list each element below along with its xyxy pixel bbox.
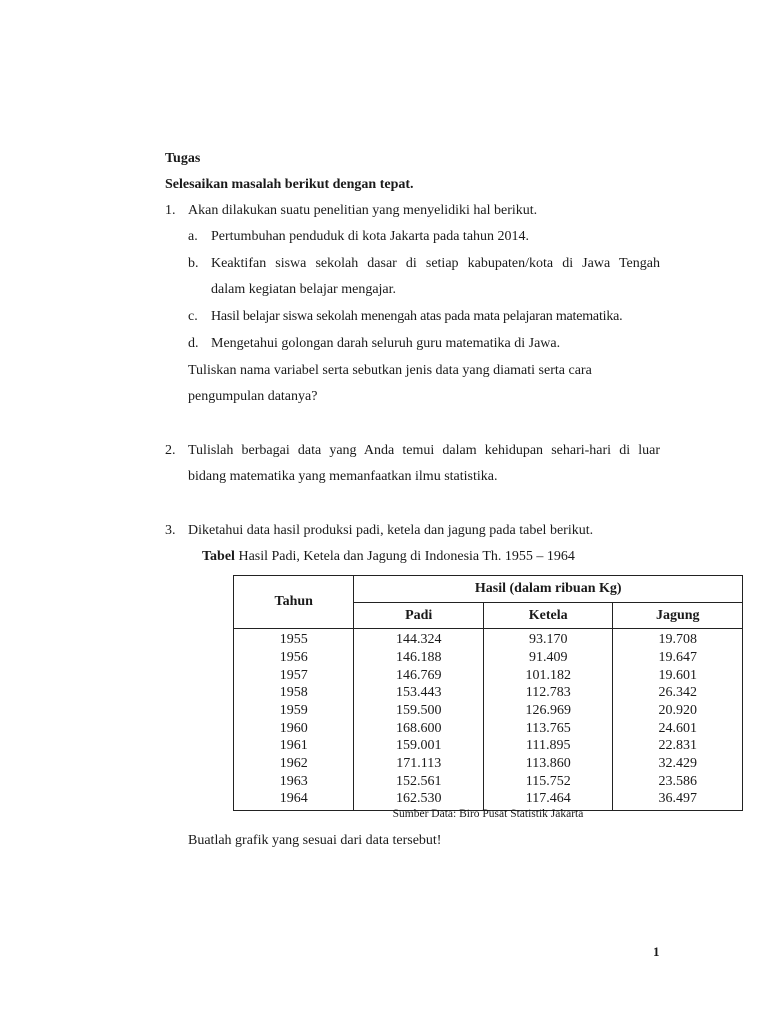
q1-item-a-label: a.: [188, 229, 198, 244]
cell-padi: 159.001: [395, 738, 442, 754]
cell-jagung: 19.647: [658, 649, 697, 665]
cell-tahun: 1964: [279, 791, 308, 807]
cell-jagung: 22.831: [658, 738, 697, 754]
cell-ketela: 93.170: [528, 632, 568, 648]
cell-ketela: 91.409: [528, 649, 568, 665]
cell-padi: 153.443: [395, 685, 442, 701]
q1-item-b-text-line2: dalam kegiatan belajar mengajar.: [211, 282, 397, 297]
cell-tahun: 1962: [279, 756, 308, 771]
heading: Tugas: [165, 151, 201, 166]
cell-ketela: 117.464: [525, 791, 571, 807]
table-body: [234, 629, 743, 811]
cell-tahun: 1957: [279, 667, 308, 683]
cell-padi: 152.561: [395, 773, 442, 789]
cell-ketela: 111.895: [525, 738, 571, 754]
q1-closing-line1: Tuliskan nama variabel serta sebutkan jenis data yang diamati serta cara: [188, 363, 592, 378]
q1-number: 1.: [165, 203, 176, 218]
q1-item-a-text: Pertumbuhan penduduk di kota Jakarta pada tahun 2014.: [211, 229, 530, 244]
column-tahun: [234, 629, 354, 811]
cell-ketela: 126.969: [525, 702, 571, 718]
cell-ketela: 113.860: [525, 756, 571, 771]
cell-padi: 159.500: [395, 702, 442, 718]
cell-padi: 144.324: [395, 632, 442, 648]
table-caption-text: Hasil Padi, Ketela dan Jagung di Indonesia Th. 1955 – 1964: [238, 549, 575, 564]
q3-closing: Buatlah grafik yang sesuai dari data tersebut!: [188, 833, 442, 848]
cell-padi: 146.188: [395, 649, 442, 665]
cell-padi: 171.113: [396, 756, 442, 771]
q1-text: Akan dilakukan suatu penelitian yang menyelidiki hal berikut.: [188, 203, 538, 218]
column-jagung: [613, 629, 743, 811]
q1-item-c-label: c.: [188, 309, 198, 324]
cell-tahun: 1959: [279, 702, 308, 718]
cell-tahun: 1961: [279, 738, 308, 754]
q2-line2: bidang matematika yang memanfaatkan ilmu statistika.: [188, 469, 498, 484]
page-number: 1: [653, 944, 660, 959]
cell-tahun: 1955: [279, 632, 308, 648]
cell-jagung: 19.601: [658, 667, 697, 683]
q1-item-d-label: d.: [188, 336, 199, 351]
table-source: Sumber Data: Biro Pusat Statistik Jakarta: [392, 808, 584, 820]
column-header-ketela: Ketela: [483, 602, 613, 629]
instruction: Selesaikan masalah berikut dengan tepat.: [165, 177, 414, 192]
cell-padi: 162.530: [395, 791, 442, 807]
q3-number: 3.: [165, 523, 176, 538]
cell-tahun: 1960: [279, 720, 308, 736]
q1-item-b-text-line1: Keaktifan siswa sekolah dasar di setiap kabupaten/kota di Jawa Tengah: [211, 256, 660, 271]
column-header-padi: Padi: [354, 602, 484, 629]
q1-item-c-text: Hasil belajar siswa sekolah menengah atas pada mata pelajaran matematika.: [211, 309, 623, 324]
q1-item-d-text: Mengetahui golongan darah seluruh guru matematika di Jawa.: [211, 336, 561, 351]
table-caption-label: Tabel: [202, 549, 235, 564]
production-table: [233, 575, 743, 811]
cell-jagung: 24.601: [658, 720, 697, 736]
cell-tahun: 1963: [279, 773, 308, 789]
cell-ketela: 113.765: [525, 720, 571, 736]
q2-line1: Tulislah berbagai data yang Anda temui dalam kehidupan sehari-hari di luar: [188, 443, 660, 458]
q2-number: 2.: [165, 443, 176, 458]
cell-jagung: 36.497: [658, 791, 697, 807]
cell-padi: 146.769: [395, 667, 442, 683]
column-ketela: [483, 629, 613, 811]
cell-tahun: 1958: [279, 685, 308, 701]
cell-jagung: 19.708: [658, 632, 697, 648]
column-padi: [354, 629, 484, 811]
cell-jagung: 20.920: [658, 702, 697, 718]
q1-closing-line2: pengumpulan datanya?: [188, 389, 318, 404]
cell-ketela: 115.752: [525, 773, 571, 789]
column-header-jagung: Jagung: [613, 602, 743, 629]
group-header: Hasil (dalam ribuan Kg): [354, 576, 743, 603]
cell-ketela: 112.783: [525, 685, 571, 701]
column-header-tahun: Tahun: [234, 576, 354, 629]
cell-padi: 168.600: [395, 720, 442, 736]
cell-jagung: 26.342: [658, 685, 697, 701]
q3-text: Diketahui data hasil produksi padi, ketela dan jagung pada tabel berikut.: [188, 523, 594, 538]
table-caption: [202, 548, 575, 566]
cell-tahun: 1956: [279, 649, 308, 665]
cell-jagung: 32.429: [658, 756, 697, 771]
q1-item-b-label: b.: [188, 256, 199, 271]
cell-ketela: 101.182: [525, 667, 571, 683]
cell-jagung: 23.586: [658, 773, 697, 789]
